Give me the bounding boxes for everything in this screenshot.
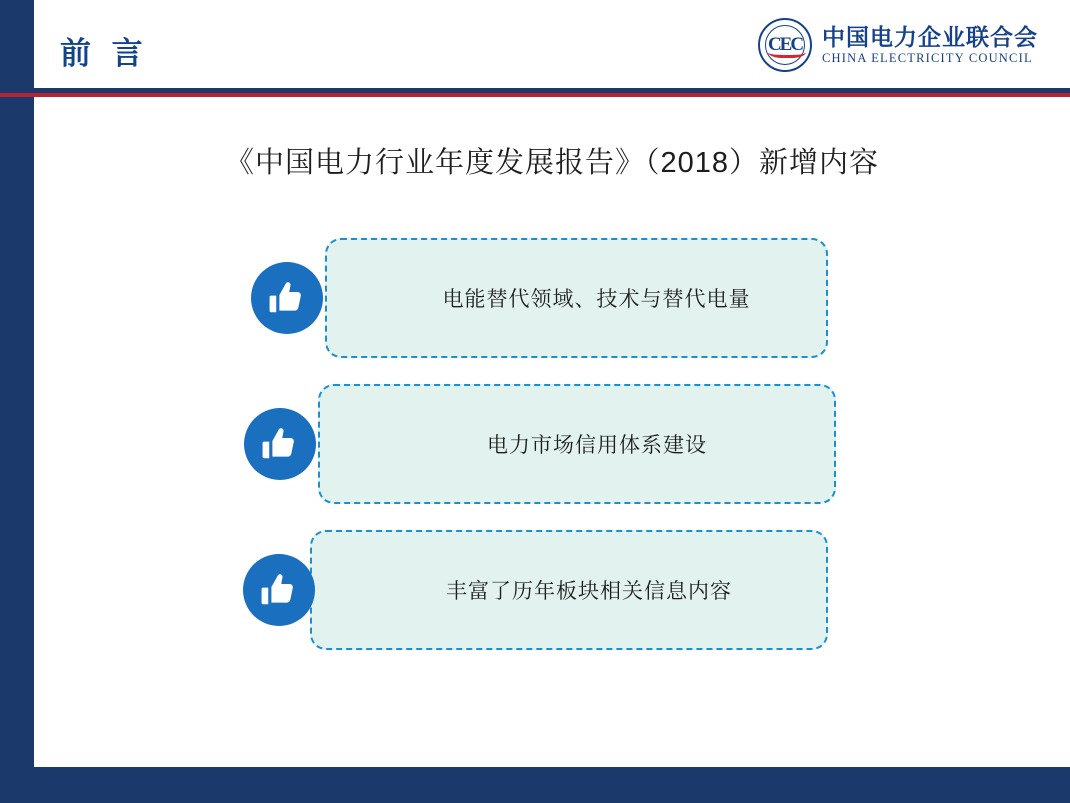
list-item <box>0 530 1070 650</box>
callout-label: 电能替代领域、技术与替代电量 <box>442 288 751 311</box>
thumbs-up-icon <box>251 262 323 334</box>
logo-swoosh-icon <box>768 44 806 58</box>
logo-text <box>822 25 1038 65</box>
callout-label: 电力市场信用体系建设 <box>487 434 707 457</box>
content-heading: 《中国电力行业年度发展报告》（2018）新增内容 <box>224 147 879 179</box>
page-title: 前 言 <box>60 36 149 71</box>
logo-name-en: CHINA ELECTRICITY COUNCIL <box>822 51 1033 65</box>
callout-box <box>310 530 828 650</box>
thumbs-up-icon <box>244 408 316 480</box>
cec-emblem-icon <box>758 18 812 72</box>
header-divider-red <box>0 93 1070 97</box>
content-list <box>0 238 1070 676</box>
list-item <box>0 384 1070 504</box>
logo <box>758 14 1038 76</box>
footer-bar <box>0 767 1070 803</box>
logo-monogram: CEC <box>767 34 803 55</box>
callout-label: 丰富了历年板块相关信息内容 <box>446 580 732 603</box>
callout-box <box>325 238 828 358</box>
thumbs-up-icon <box>243 554 315 626</box>
logo-name-cn: 中国电力企业联合会 <box>822 23 1038 50</box>
slide-header <box>34 0 1070 88</box>
list-item <box>0 238 1070 358</box>
callout-box <box>318 384 836 504</box>
